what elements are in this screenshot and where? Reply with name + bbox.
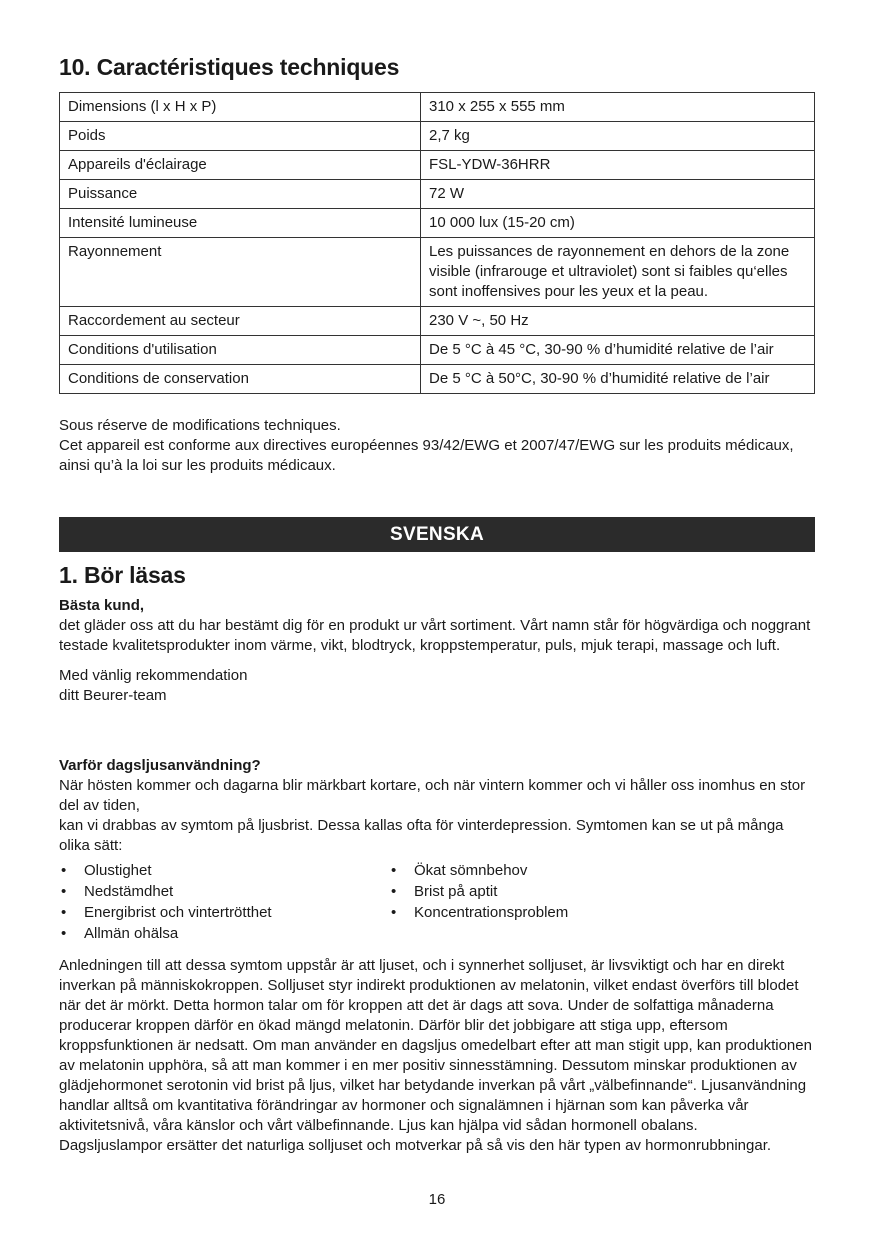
table-row bbox=[60, 336, 815, 365]
spec-key: Rayonnement bbox=[60, 238, 421, 307]
list-item: • Allmän ohälsa bbox=[59, 924, 389, 945]
subheading-why: Varför dagsljusanvändning? bbox=[59, 757, 261, 774]
spec-value: De 5 °C à 45 °C, 30-90 % d’humidité relative de l’air bbox=[421, 336, 815, 365]
table-row bbox=[60, 238, 815, 307]
spec-key: Puissance bbox=[60, 180, 421, 209]
why-paragraph: kan vi drabbas av symtom på ljusbrist. Dessa kallas ofta för vinterdepression. Symtomen kan se ut på många olika sätt: bbox=[59, 817, 784, 854]
spec-value: 310 x 255 x 555 mm bbox=[421, 93, 815, 122]
symptom-lists bbox=[59, 861, 815, 947]
list-item: • Ökat sömnbehov bbox=[389, 861, 749, 882]
spec-key: Conditions d'utilisation bbox=[60, 336, 421, 365]
why-paragraph: När hösten kommer och dagarna blir märkbart kortare, och när vintern kommer och vi håller oss inomhus en stor del av tiden, bbox=[59, 777, 806, 814]
greeting: Bästa kund, bbox=[59, 597, 145, 614]
table-row bbox=[60, 307, 815, 336]
specs-table bbox=[59, 92, 815, 394]
note-text: Cet appareil est conforme aux directives européennes 93/42/EWG et 2007/47/EWG sur les produits médicaux, ainsi qu’à la loi sur les produits médicaux. bbox=[59, 437, 794, 474]
spec-key: Raccordement au secteur bbox=[60, 307, 421, 336]
symptom-list-right bbox=[389, 861, 749, 924]
table-row bbox=[60, 122, 815, 151]
table-row bbox=[60, 180, 815, 209]
table-row bbox=[60, 209, 815, 238]
regards-signature: ditt Beurer-team bbox=[59, 687, 167, 704]
symptom-list-left bbox=[59, 861, 389, 945]
page-number: 16 bbox=[428, 1191, 446, 1208]
spec-value: 72 W bbox=[421, 180, 815, 209]
note-text: Sous réserve de modifications techniques. bbox=[59, 417, 341, 434]
spec-value: 10 000 lux (15-20 cm) bbox=[421, 209, 815, 238]
spec-key: Intensité lumineuse bbox=[60, 209, 421, 238]
list-item: • Energibrist och vintertrötthet bbox=[59, 903, 389, 924]
table-row bbox=[60, 151, 815, 180]
section-heading-intro: 1. Bör läsas bbox=[59, 562, 186, 588]
spec-value: 230 V ~, 50 Hz bbox=[421, 307, 815, 336]
specs-notes bbox=[59, 416, 815, 476]
table-row bbox=[60, 365, 815, 394]
spec-key: Conditions de conservation bbox=[60, 365, 421, 394]
intro-block bbox=[59, 596, 815, 706]
list-item: • Nedstämdhet bbox=[59, 882, 389, 903]
body-paragraph-last: Dagsljuslampor ersätter det naturliga solljuset och motverkar på så vis den här typen av hormonrubbningar. bbox=[59, 1137, 772, 1154]
section-heading-specs: 10. Caractéristiques techniques bbox=[59, 54, 400, 80]
intro-paragraph: det gläder oss att du har bestämt dig för en produkt ur vårt sortiment. Vårt namn står för högvärdiga och noggrant testade kvalitetsprodukter inom värme, vikt, blodtryck, kroppstemperatur, puls, mjuk terapi, massage och luft. bbox=[59, 617, 811, 654]
spec-value: De 5 °C à 50°C, 30-90 % d’humidité relative de l’air bbox=[421, 365, 815, 394]
body-paragraph: Anledningen till att dessa symtom uppstår är att ljuset, och i synnerhet solljuset, är livsviktigt och har en direkt inverkan på människokroppen. Solljuset styr indirekt produktionen av melatonin, vilket endast överförs till blodet när det är mörkt. Detta hormon talar om för kroppen att det är dags att sova. Under de solfattiga månaderna producerar kroppen därför en ökad mängd melatonin. Därför blir det jobbigare att stiga upp, eftersom kroppsfunktionen är nedsatt. Om man använder en dagsljus omedelbart efter att man stigit upp, kan produktionen av melatonin upphöra, så att man kommer i en mer positiv sinnesstämning. Dessutom minskar produktionen av glädjehormonet serotonin vid brist på ljus, vilket har betydande inverkan på vårt „välbefinnande“. Ljusanvändning handlar alltså om kvantitativa förändringar av hormoner och signalämnen i hjärnan som kan påverka vår aktivitetsnivå, våra känslor och vårt välbefinnande. Ljus kan hjälpa vid sådan hormonell obalans. bbox=[59, 957, 812, 1134]
why-block bbox=[59, 756, 815, 856]
spec-value: 2,7 kg bbox=[421, 122, 815, 151]
regards-line: Med vänlig rekommendation bbox=[59, 667, 248, 684]
spec-key: Appareils d'éclairage bbox=[60, 151, 421, 180]
language-banner: SVENSKA bbox=[59, 517, 815, 552]
body-block bbox=[59, 956, 815, 1156]
spec-value: FSL-YDW-36HRR bbox=[421, 151, 815, 180]
list-item: • Olustighet bbox=[59, 861, 389, 882]
spec-key: Dimensions (l x H x P) bbox=[60, 93, 421, 122]
table-row bbox=[60, 93, 815, 122]
spec-key: Poids bbox=[60, 122, 421, 151]
list-item: • Koncentrationsproblem bbox=[389, 903, 749, 924]
spec-value: Les puissances de rayonnement en dehors de la zone visible (infrarouge et ultraviolet) sont si faibles qu‘elles sont inoffensives pour les yeux et la peau. bbox=[421, 238, 815, 307]
list-item: • Brist på aptit bbox=[389, 882, 749, 903]
